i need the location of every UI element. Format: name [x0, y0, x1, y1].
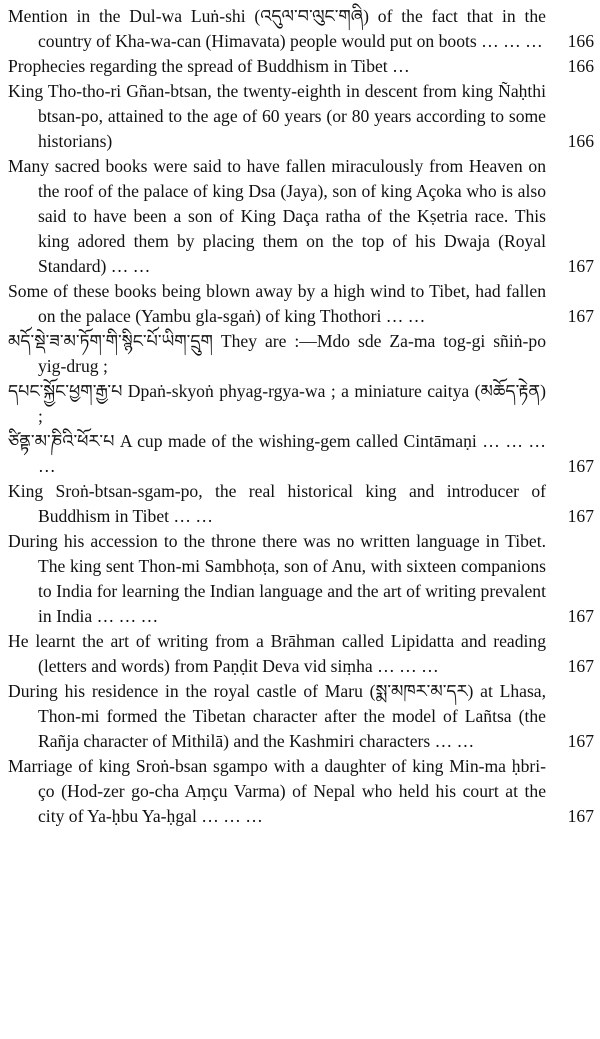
page-number: 167: [567, 456, 594, 476]
toc-entry: [8, 379, 594, 429]
entry-text: Prophecies regarding the spread of Buddhism in Tibet …: [8, 56, 410, 76]
entry-text: Mention in the Dul-wa Luṅ-shi (འདུལ་བ་ལུང་གཞི) of the fact that in the country of Kha-wa-can (Himavata) people would put on boots … … …: [8, 6, 546, 51]
page-number: 167: [567, 606, 594, 626]
toc-entry: [8, 279, 594, 329]
toc-entry: [8, 629, 594, 679]
page-number: 166: [567, 56, 594, 76]
page-number: 166: [567, 31, 594, 51]
page-number: 167: [567, 506, 594, 526]
toc-entry: [8, 479, 594, 529]
entry-text: During his accession to the throne there was no written language in Tibet. The king sent Thon-mi Sambhoṭa, son of Anu, with sixteen companions to India for learning the Indian language and the art of writing prevalent in India … … …: [8, 531, 546, 626]
page-number: 167: [567, 306, 594, 326]
page-number: 167: [567, 806, 594, 826]
toc-entry: [8, 529, 594, 629]
toc-entry: [8, 429, 594, 479]
page-number: 166: [567, 131, 594, 151]
page-number: 167: [567, 256, 594, 276]
page-number: 167: [567, 731, 594, 751]
entry-text: Marriage of king Sroṅ-bsan sgampo with a daughter of king Min-ma ḥbri-ço (Hod-zer go-cha Aṃçu Varma) of Nepal who held his court at the city of Ya-ḥbu Ya-ḥgal … … …: [8, 756, 546, 826]
entry-text: Many sacred books were said to have fallen miraculously from Heaven on the roof of the palace of king Dsa (Jaya), son of king Açoka who is also said to have been a son of King Daça ratha of the Kṣetria race. This king adored them by placing them on the top of his Dwaja (Royal Standard) … …: [8, 156, 546, 276]
entry-text: King Tho-tho-ri Gñan-btsan, the twenty-eighth in descent from king Ñaḥthi btsan-po, attained to the age of 60 years (or 80 years according to some historians): [8, 81, 546, 151]
entry-text: During his residence in the royal castle of Maru (སྨ་མཁར་མ་དར) at Lhasa, Thon-mi formed the Tibetan character after the model of Lañtsa (the Rañja character of Mithilā) and the Kashmiri characters … …: [8, 681, 546, 751]
toc-entry: [8, 154, 594, 279]
toc-entry: [8, 679, 594, 754]
entry-text: མདོ་སྡེ་ཟ་མ་ཏོག་གི་སྙིང་པོ་ཡིག་དྲུག They are :—Mdo sde Za-ma tog-gi sñiṅ-po yig-drug ;: [8, 331, 546, 376]
toc-entry: [8, 54, 594, 79]
toc-entry: [8, 4, 594, 54]
entry-text: King Sroṅ-btsan-sgam-po, the real historical king and introducer of Buddhism in Tibet … …: [8, 481, 546, 526]
entry-text: དཔང་སྐྱོང་ཕྱག་རྒྱ་པ Dpaṅ-skyoṅ phyag-rgya-wa ; a miniature caitya (མཆོད་རྟེན) ;: [8, 381, 546, 426]
entry-text: ཙིནྟ་མ་ཎིའི་ཕོར་པ A cup made of the wishing-gem called Cintāmaṇi … … … …: [8, 431, 546, 476]
toc-entry: [8, 754, 594, 829]
entry-text: He learnt the art of writing from a Brāhman called Lipidatta and reading (letters and words) from Paṇḍit Deva vid siṃha … … …: [8, 631, 546, 676]
toc-entry: [8, 329, 594, 379]
entry-text: Some of these books being blown away by a high wind to Tibet, had fallen on the palace (Yambu gla-sgaṅ) of king Thothori … …: [8, 281, 546, 326]
toc-entry: [8, 79, 594, 154]
page-number: 167: [567, 656, 594, 676]
